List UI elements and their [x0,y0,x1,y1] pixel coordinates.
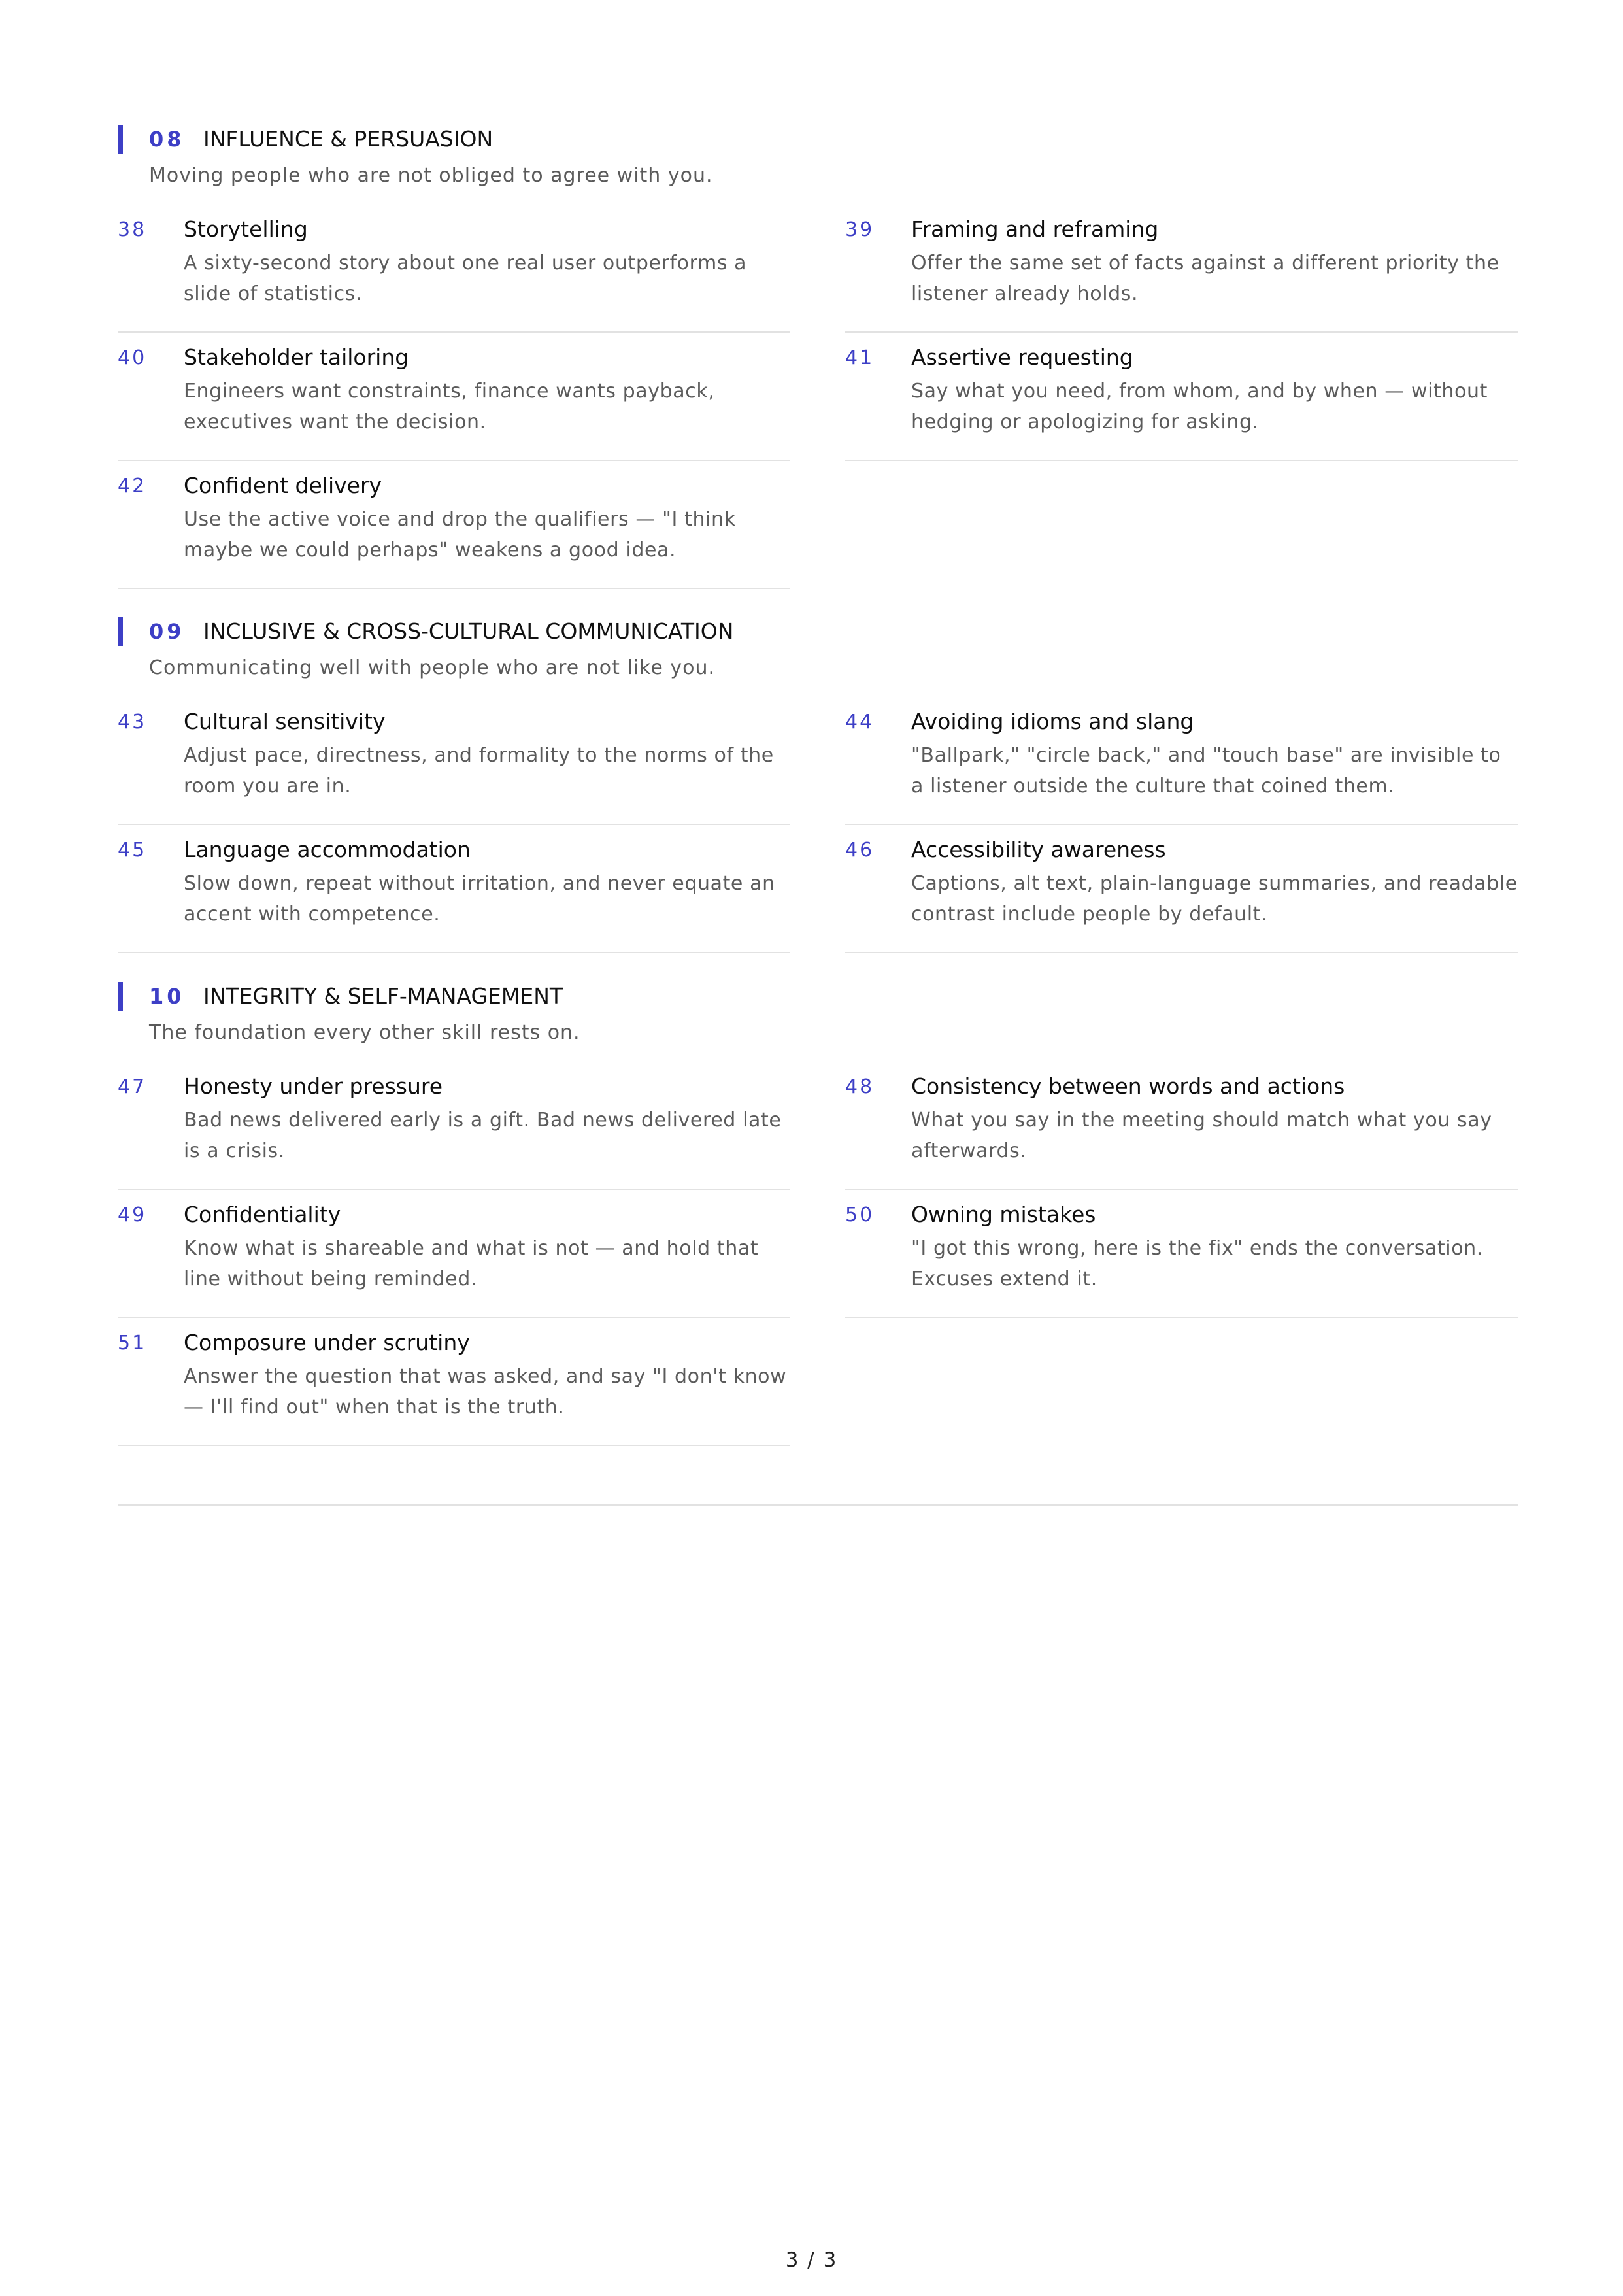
section-accent-bar [118,617,123,646]
skill-title: Stakeholder tailoring [184,345,409,370]
skill-title: Confident delivery [184,473,382,498]
skill-item [118,1318,790,1446]
skill-title: Confidentiality [184,1202,341,1227]
skill-number: 43 [118,711,147,734]
skill-number: 49 [118,1204,147,1226]
skill-description: Say what you need, from whom, and by when — without hedging or apologizing for asking. [911,380,1488,433]
skill-item [845,205,1518,333]
section-header [118,125,1518,154]
skill-title: Avoiding idioms and slang [911,709,1194,734]
skill-title: Consistency between words and actions [911,1073,1345,1099]
skill-number: 47 [118,1075,147,1098]
skill-item [845,825,1518,953]
skill-grid [118,205,1518,589]
skill-item [118,205,790,333]
skill-description: A sixty-second story about one real user outperforms a slide of statistics. [184,252,747,305]
skill-description: Use the active voice and drop the qualifiers — "I think maybe we could perhaps" weakens a good idea. [184,508,736,562]
skill-number: 41 [845,346,875,369]
section-header [118,617,1518,646]
section-description: Moving people who are not obliged to agree with you. [149,164,713,187]
skill-description: "I got this wrong, here is the fix" ends the conversation. Excuses extend it. [911,1237,1483,1291]
skill-number: 44 [845,711,875,734]
skill-item [118,825,790,953]
page-number: 3 / 3 [785,2248,838,2272]
skill-number: 42 [118,475,147,498]
section-number: 09 [149,619,185,644]
section-description: The foundation every other skill rests on. [149,1021,580,1044]
skill-description: Offer the same set of facts against a different priority the listener already holds. [911,252,1499,305]
skill-item [845,1190,1518,1318]
skill-title: Honesty under pressure [184,1073,443,1099]
skill-title: Framing and reframing [911,216,1159,242]
section-number: 08 [149,127,185,152]
skill-number: 51 [118,1332,147,1355]
skill-description: Answer the question that was asked, and say "I don't know — I'll find out" when that is the truth. [184,1365,787,1419]
skill-item [845,1062,1518,1190]
skill-item [118,1062,790,1190]
section-title: INCLUSIVE & CROSS-CULTURAL COMMUNICATION [203,618,734,644]
skill-title: Composure under scrutiny [184,1330,470,1355]
skill-description: Adjust pace, directness, and formality to the norms of the room you are in. [184,744,774,798]
skill-number: 40 [118,346,147,369]
skill-title: Language accommodation [184,837,471,862]
skill-item [118,333,790,461]
skill-number: 48 [845,1075,875,1098]
skill-description: Slow down, repeat without irritation, and never equate an accent with competence. [184,872,775,926]
skill-description: What you say in the meeting should match what you say afterwards. [911,1109,1492,1162]
skill-description: Captions, alt text, plain-language summaries, and readable contrast include people by default. [911,872,1518,926]
skill-title: Cultural sensitivity [184,709,386,734]
section-number: 10 [149,984,185,1009]
skill-description: Engineers want constraints, finance wants payback, executives want the decision. [184,380,715,433]
skill-number: 38 [118,218,147,241]
section-description: Communicating well with people who are not like you. [149,656,716,679]
section-header [118,982,1518,1011]
skill-description: Know what is shareable and what is not — and hold that line without being reminded. [184,1237,759,1291]
section-title: INFLUENCE & PERSUASION [203,126,494,152]
skill-number: 46 [845,839,875,862]
skill-description: "Ballpark," "circle back," and "touch base" are invisible to a listener outside the culture that coined them. [911,744,1501,798]
skill-number: 50 [845,1204,875,1226]
skill-item [845,697,1518,825]
section-accent-bar [118,982,123,1011]
skill-item [118,697,790,825]
skill-title: Owning mistakes [911,1202,1096,1227]
skill-description: Bad news delivered early is a gift. Bad news delivered late is a crisis. [184,1109,782,1162]
skill-title: Storytelling [184,216,308,242]
skill-number: 45 [118,839,147,862]
skill-title: Assertive requesting [911,345,1133,370]
skill-item [118,1190,790,1318]
section-integrity-self-management [118,982,1518,1446]
footer-divider [118,1504,1518,1506]
skill-title: Accessibility awareness [911,837,1166,862]
skill-number: 39 [845,218,875,241]
skill-grid [118,1062,1518,1446]
skill-item [118,461,790,589]
section-title: INTEGRITY & SELF-MANAGEMENT [203,983,563,1009]
section-accent-bar [118,125,123,154]
skill-item [845,333,1518,461]
skill-grid [118,697,1518,953]
section-inclusive-communication [118,617,1518,953]
section-influence-persuasion [118,125,1518,589]
